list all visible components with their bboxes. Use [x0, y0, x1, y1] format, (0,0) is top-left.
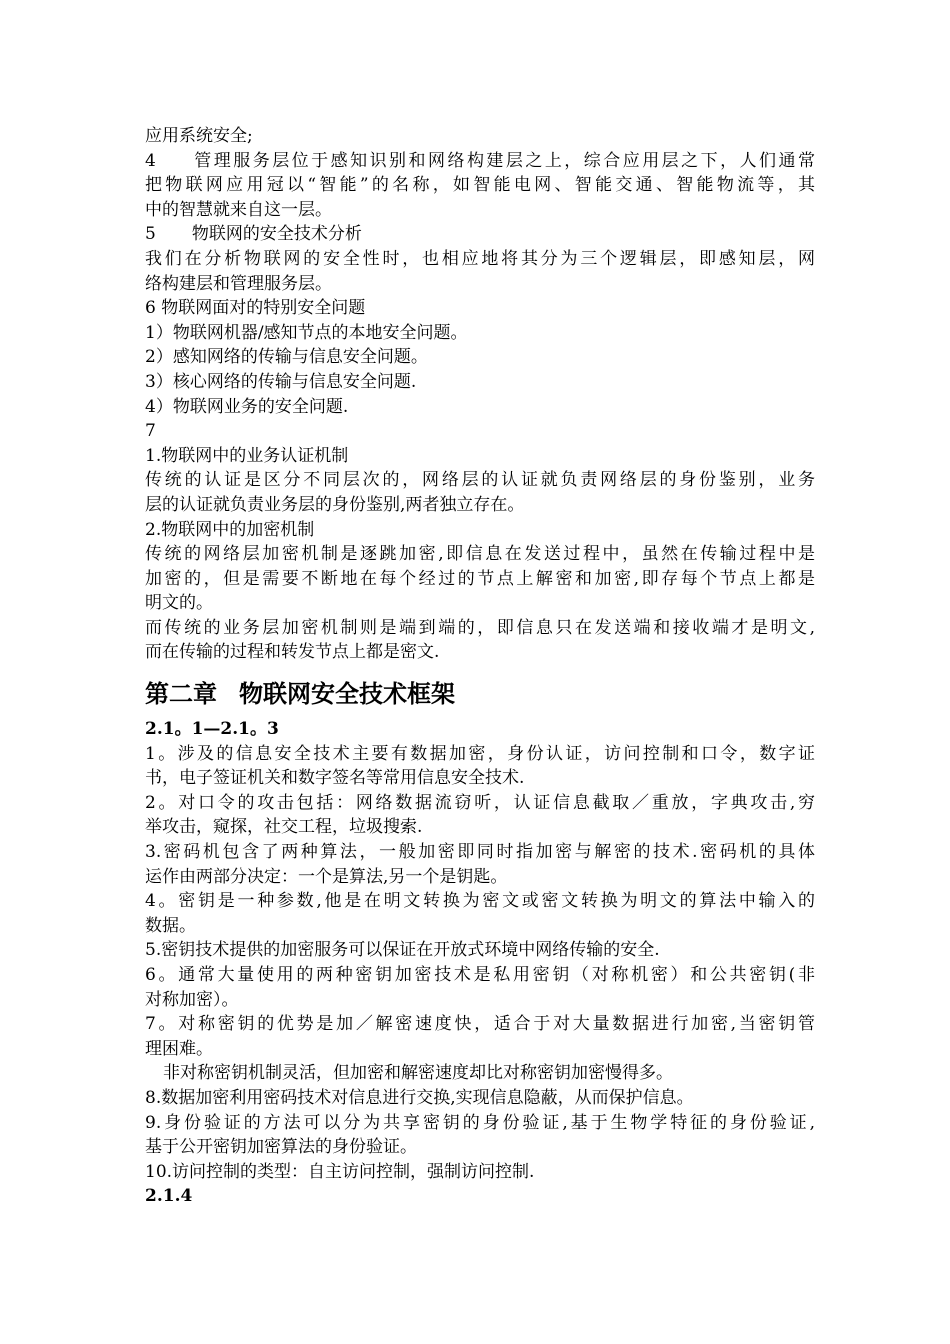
auth-paragraph-line-1: 传统的认证是区分不同层次的，网络层的认证就负责网络层的身份鉴别，业务 — [145, 470, 815, 491]
point-6-line-2: 对称加密）。 — [145, 989, 239, 1010]
encryption-paragraph-line-3: 明文的。 — [145, 593, 213, 614]
point-2-line-2: 举攻击，窥探，社交工程，垃圾搜索. — [145, 817, 423, 838]
item-number: 5 — [145, 224, 156, 245]
subheading-encryption: 2.物联网中的加密机制 — [145, 519, 315, 540]
point-3-line-2: 运作由两部分决定：一个是算法,另一个是钥匙。 — [145, 866, 508, 887]
paragraph-4-line-1 — [145, 149, 815, 174]
auth-paragraph-line-2: 层的认证就负责业务层的身份鉴别,两者独立存在。 — [145, 494, 525, 515]
next-section-heading: 2.1.4 — [145, 1186, 193, 1207]
point-2-line-1: 2。对口令的攻击包括：网络数据流窃听，认证信息截取／重放，字典攻击,穷 — [145, 792, 815, 813]
point-4-line-1: 4。密钥是一种参数,他是在明文转换为密文或密文转换为明文的算法中输入的 — [145, 891, 815, 912]
point-9-line-1: 9.身份验证的方法可以分为共享密钥的身份验证,基于生物学特征的身份验证, — [145, 1112, 815, 1133]
point-9-line-2: 基于公开密钥加密算法的身份验证。 — [145, 1137, 417, 1158]
subheading-auth: 1.物联网中的业务认证机制 — [145, 445, 349, 466]
encryption-paragraph-line-4: 而传统的业务层加密机制则是端到端的，即信息只在发送端和接收端才是明文, — [145, 617, 815, 638]
document-body — [145, 124, 815, 1209]
point-1-line-2: 书，电子签证机关和数字签名等常用信息安全技术. — [145, 768, 525, 789]
chapter-title: 物联网安全技术框架 — [239, 680, 455, 709]
paragraph-5-line-2: 络构建层和管理服务层。 — [145, 273, 332, 294]
encryption-paragraph-line-5: 而在传输的过程和转发节点上都是密文. — [145, 642, 440, 663]
point-1-line-1: 1。涉及的信息安全技术主要有数据加密，身份认证，访问控制和口令，数字证 — [145, 743, 815, 764]
section-range-heading: 2.1。1—2.1。3 — [145, 719, 279, 740]
point-5: 5.密钥技术提供的加密服务可以保证在开放式环境中网络传输的安全. — [145, 940, 660, 961]
chapter-label: 第二章 — [145, 680, 217, 709]
list-item: 1）物联网机器/感知节点的本地安全问题。 — [145, 322, 468, 343]
paragraph-5-line-1: 我们在分析物联网的安全性时，也相应地将其分为三个逻辑层，即感知层，网 — [145, 248, 815, 269]
list-item: 3）核心网络的传输与信息安全问题. — [145, 371, 417, 392]
heading-text: 物联网的安全技术分析 — [191, 224, 362, 245]
heading-7: 7 — [145, 421, 156, 442]
chapter-heading — [145, 671, 815, 717]
point-7-line-1: 7。对称密钥的优势是加／解密速度快，适合于对大量数据进行加密,当密钥管 — [145, 1014, 815, 1035]
point-7-line-3: 非对称密钥机制灵活，但加密和解密速度却比对称密钥加密慢得多。 — [163, 1063, 673, 1084]
point-4-line-2: 数据。 — [145, 915, 196, 936]
point-10: 10.访问控制的类型：自主访问控制，强制访问控制. — [145, 1161, 535, 1182]
paragraph-text: 管理服务层位于感知识别和网络构建层之上，综合应用层之下，人们通常 — [191, 150, 815, 171]
point-8: 8.数据加密利用密码技术对信息进行交换,实现信息隐蔽，从而保护信息。 — [145, 1087, 694, 1108]
point-3-line-1: 3.密码机包含了两种算法，一般加密即同时指加密与解密的技术.密码机的具体 — [145, 842, 815, 863]
heading-5 — [145, 222, 815, 247]
item-number: 4 — [145, 150, 156, 171]
encryption-paragraph-line-2: 加密的，但是需要不断地在每个经过的节点上解密和加密,即存每个节点上都是 — [145, 568, 815, 589]
encryption-paragraph-line-1: 传统的网络层加密机制是逐跳加密,即信息在发送过程中，虽然在传输过程中是 — [145, 544, 815, 565]
point-7-line-2: 理困难。 — [145, 1038, 213, 1059]
text-line: 应用系统安全; — [145, 126, 253, 146]
paragraph-4-line-3: 中的智慧就来自这一层。 — [145, 199, 332, 220]
paragraph-4-line-2: 把物联网应用冠以“智能”的名称，如智能电网、智能交通、智能物流等，其 — [145, 175, 815, 196]
point-6-line-1: 6。通常大量使用的两种密钥加密技术是私用密钥（对称机密）和公共密钥(非 — [145, 965, 815, 985]
list-item: 2）感知网络的传输与信息安全问题。 — [145, 347, 428, 368]
heading-6: 6 物联网面对的特别安全问题 — [145, 298, 366, 319]
list-item: 4）物联网业务的安全问题. — [145, 396, 349, 417]
